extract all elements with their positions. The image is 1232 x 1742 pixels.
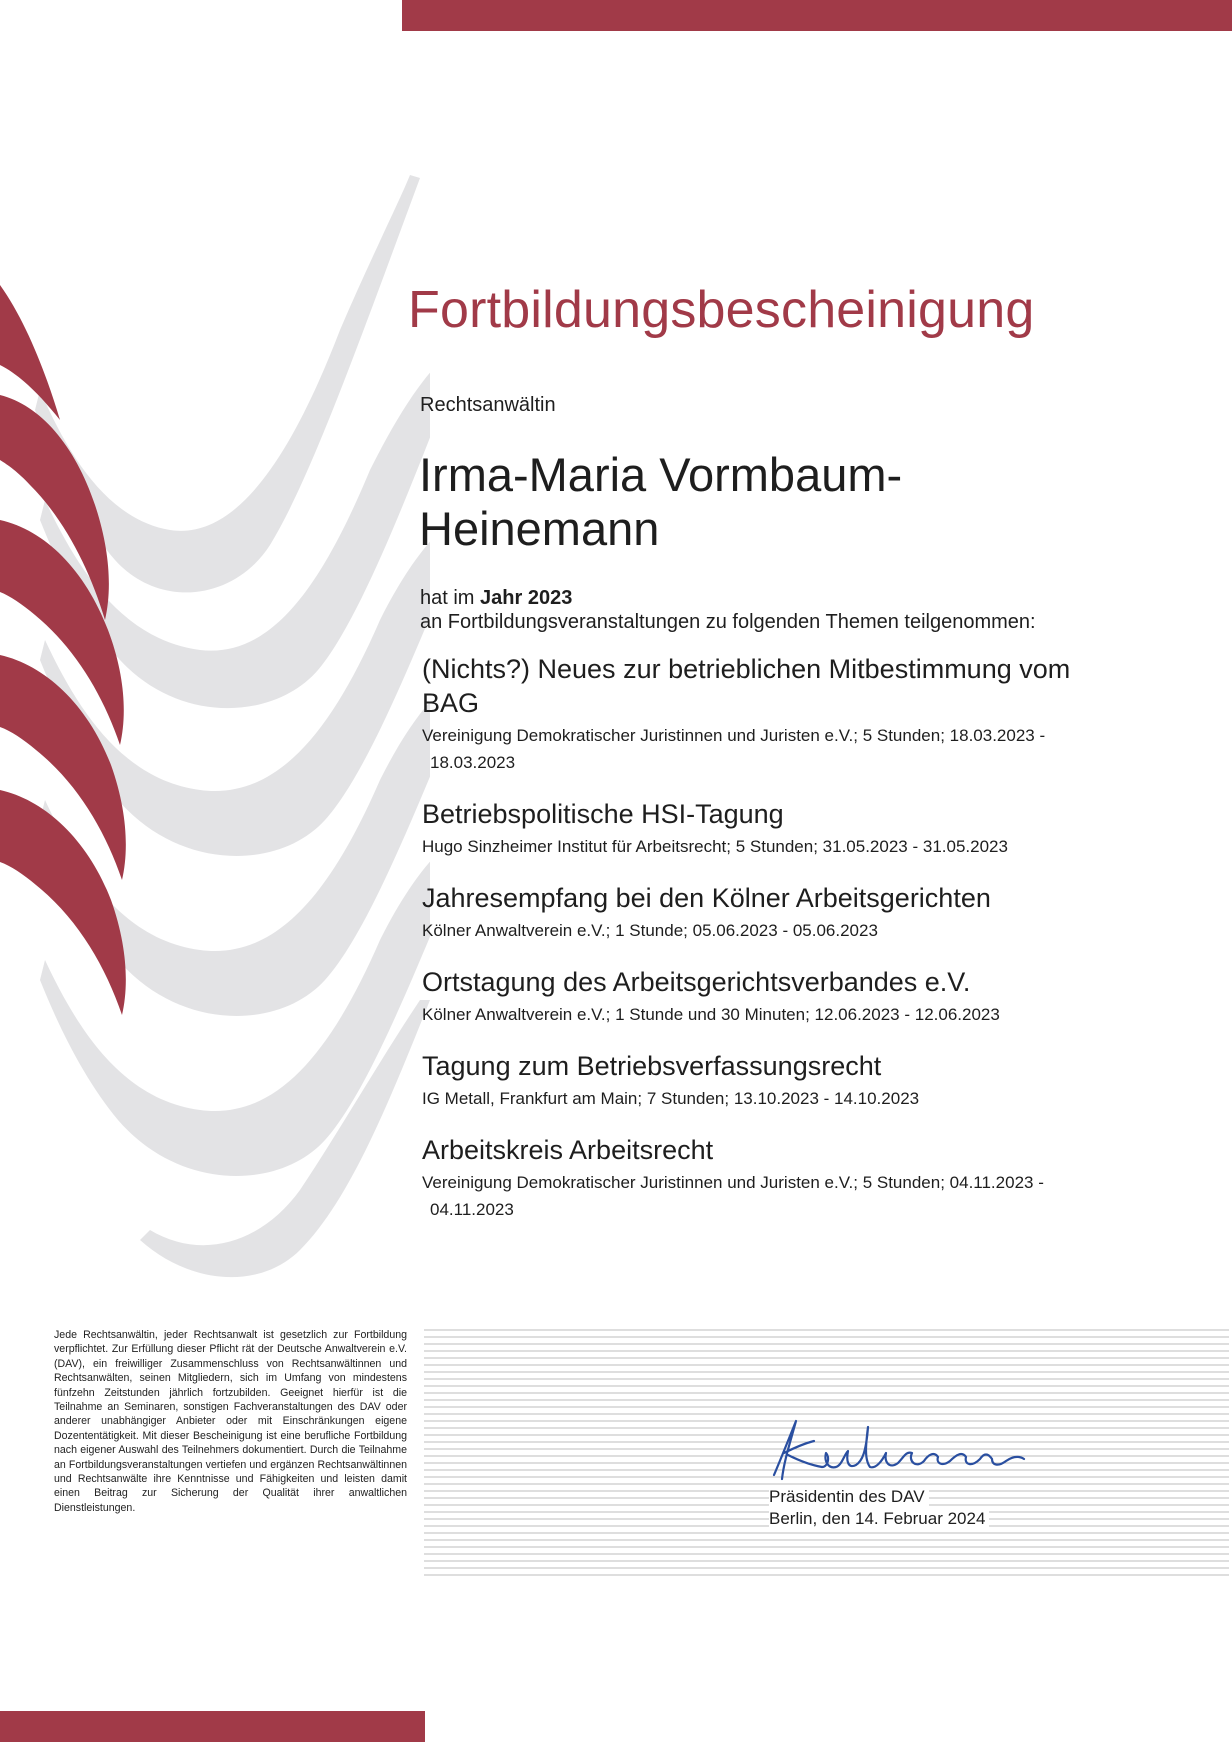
event-details: Hugo Sinzheimer Institut für Arbeitsrecht; 5 Stunden; 31.05.2023 - 31.05.2023	[422, 837, 1008, 856]
participant-name: Irma-Maria Vormbaum-Heinemann	[419, 448, 903, 555]
event-organizer: Kölner Anwaltverein e.V.	[422, 921, 606, 940]
event-item	[422, 1049, 1102, 1112]
event-start-date: 12.06.2023	[814, 1005, 900, 1024]
event-item	[422, 1133, 1102, 1223]
signer-role: Präsidentin des DAV	[769, 1486, 929, 1507]
event-duration: 7 Stunden	[646, 1089, 725, 1108]
event-organizer: Hugo Sinzheimer Institut für Arbeitsrecht	[422, 837, 727, 856]
event-end-date: 04.11.2023	[430, 1200, 514, 1219]
event-organizer: Vereinigung Demokratischer Juristinnen und Juristen e.V.	[422, 726, 854, 745]
event-end-date: 31.05.2023	[922, 837, 1008, 856]
legal-info-text: Jede Rechtsanwältin, jeder Rechtsanwalt ist gesetzlich zur Fortbildung verpflichtet. Zur Erfüllung dieser Pflicht rät der Deutsche Anwaltverein e.V. (DAV), ein freiwilliger Zusammenschluss von Rechtsanwältinnen und Rechtsanwälten, seinen Mitgliedern, sich im Umfang von mindestens fünfzehn Zeitstunden jährlich fortzubilden. Geeignet hierfür ist die Teilnahme an Seminaren, sonstigen Fachveranstaltungen des DAV oder anderer unabhängiger Anbieter oder mit Einschränkungen eigene Dozententätigkeit. Mit dieser Bescheinigung ist eine berufliche Fortbildung nach eigener Auswahl des Teilnehmers dokumentiert. Durch die Teilnahme an Fortbildungsveranstaltungen vertiefen und ergänzen Rechtsanwältinnen und Rechtsanwälte ihre Kenntnisse und Fähigkeiten und leisten damit einen Beitrag zur Sicherung der Qualität ihrer anwaltlichen Dienstleistungen.	[54, 1329, 407, 1514]
event-title: Tagung zum Betriebsverfassungsrecht	[422, 1051, 882, 1081]
event-item	[422, 881, 1102, 944]
grey-swoosh	[35, 175, 430, 1277]
event-details: IG Metall, Frankfurt am Main; 7 Stunden; 13.10.2023 - 14.10.2023	[422, 1089, 920, 1108]
event-start-date: 04.11.2023	[949, 1173, 1034, 1192]
event-duration: 1 Stunde	[615, 921, 684, 940]
topics-intro: an Fortbildungsveranstaltungen zu folgenden Themen teilgenommen:	[420, 611, 1036, 633]
top-accent-bar	[402, 0, 1232, 31]
event-organizer: Kölner Anwaltverein e.V.	[422, 1005, 606, 1024]
decorative-swoosh-graphic	[0, 0, 430, 1300]
event-title: Betriebspolitische HSI-Tagung	[422, 799, 784, 829]
event-end-date: 14.10.2023	[834, 1089, 920, 1108]
handwritten-signature	[766, 1413, 1036, 1488]
event-start-date: 05.06.2023	[692, 921, 778, 940]
event-organizer: IG Metall, Frankfurt am Main	[422, 1089, 638, 1108]
certificate-title: Fortbildungsbescheinigung	[408, 281, 1035, 339]
year-label: Jahr 2023	[480, 587, 573, 609]
event-title: Ortstagung des Arbeitsgerichtsverbandes e.V.	[422, 967, 971, 997]
event-title: Jahresempfang bei den Kölner Arbeitsgerichten	[422, 883, 991, 913]
red-swoosh	[0, 285, 126, 1015]
event-list	[422, 652, 1102, 1244]
event-end-date: 12.06.2023	[914, 1005, 1000, 1024]
year-line	[420, 586, 572, 611]
event-title: Arbeitskreis Arbeitsrecht	[422, 1135, 714, 1165]
event-start-date: 31.05.2023	[822, 837, 908, 856]
event-item	[422, 652, 1102, 776]
event-organizer: Vereinigung Demokratischer Juristinnen und Juristen e.V.	[422, 1173, 854, 1192]
bottom-accent-bar	[0, 1711, 425, 1742]
event-item	[422, 965, 1102, 1028]
event-details: Kölner Anwaltverein e.V.; 1 Stunde; 05.06.2023 - 05.06.2023	[422, 921, 878, 940]
salutation: Rechtsanwältin	[420, 394, 556, 416]
event-details: Vereinigung Demokratischer Juristinnen und Juristen e.V.; 5 Stunden; 04.11.2023 - 04.11.2023	[422, 1173, 1044, 1219]
event-duration: 5 Stunden	[862, 1173, 941, 1192]
event-duration: 5 Stunden	[735, 837, 814, 856]
signing-place-date: Berlin, den 14. Februar 2024	[769, 1508, 989, 1529]
event-details: Kölner Anwaltverein e.V.; 1 Stunde und 30 Minuten; 12.06.2023 - 12.06.2023	[422, 1005, 1000, 1024]
event-end-date: 05.06.2023	[792, 921, 878, 940]
event-item	[422, 797, 1102, 860]
event-start-date: 13.10.2023	[733, 1089, 819, 1108]
event-details: Vereinigung Demokratischer Juristinnen und Juristen e.V.; 5 Stunden; 18.03.2023 - 18.03.2023	[422, 726, 1046, 772]
event-start-date: 18.03.2023	[949, 726, 1035, 745]
year-prefix: hat im	[420, 587, 481, 609]
event-duration: 1 Stunde und 30 Minuten	[615, 1005, 806, 1024]
event-end-date: 18.03.2023	[430, 753, 516, 772]
event-title: (Nichts?) Neues zur betrieblichen Mitbestimmung vom BAG	[422, 654, 1071, 718]
event-duration: 5 Stunden	[862, 726, 941, 745]
